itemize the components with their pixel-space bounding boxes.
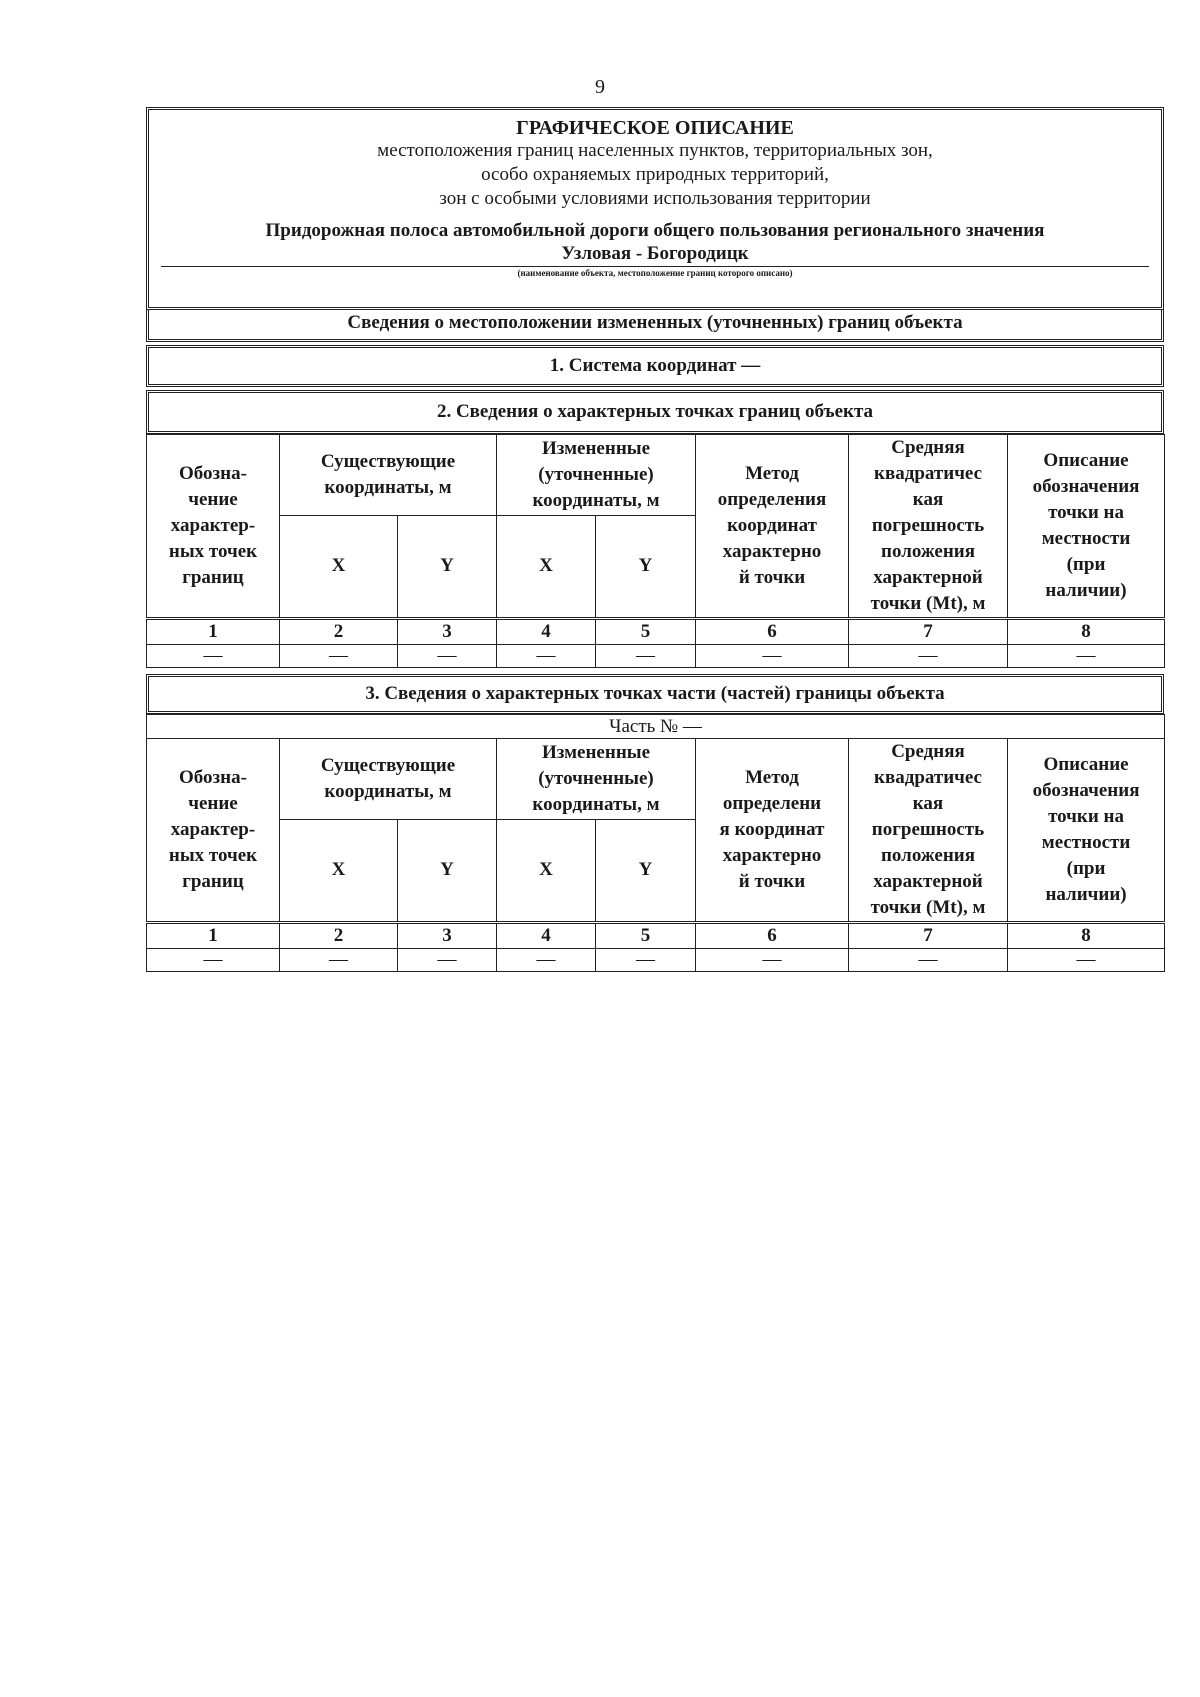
section1-title: 1. Система координат — [146, 345, 1164, 387]
column-number: 4 [497, 619, 596, 645]
column-number: 1 [147, 619, 280, 645]
table-section3 [146, 714, 1165, 972]
header-changed-coords: Измененные (уточненные) координаты, м [497, 739, 696, 820]
document-title: ГРАФИЧЕСКОЕ ОПИСАНИЕ [516, 117, 794, 139]
column-number: 2 [280, 923, 398, 949]
table-cell: — [280, 645, 398, 668]
header-y-changed: Y [596, 819, 696, 922]
column-number: 3 [398, 619, 497, 645]
table-row [147, 949, 1165, 972]
table-cell: — [849, 949, 1008, 972]
column-numbers-row [147, 923, 1165, 949]
document-form [146, 107, 1164, 972]
object-caption: (наименование объекта, местоположение границ которого описано) [517, 268, 793, 278]
object-name-line-1: Придорожная полоса автомобильной дороги общего пользования регионального значения [265, 220, 1045, 241]
table-cell: — [280, 949, 398, 972]
table-cell: — [398, 949, 497, 972]
header-description: Описание обозначения точки на местности (при наличии) [1008, 739, 1165, 923]
subtitle-line-2: особо охраняемых природных территорий, [481, 164, 829, 185]
column-number: 7 [849, 619, 1008, 645]
header-mean-error: Средняя квадратичес кая погрешность положения характерной точки (Mt), м [849, 739, 1008, 923]
header-existing-coords: Существующие координаты, м [280, 739, 497, 820]
column-number: 4 [497, 923, 596, 949]
table-cell: — [497, 949, 596, 972]
header-changed-coords: Измененные (уточненные) координаты, м [497, 435, 696, 516]
header-y-existing: Y [398, 819, 497, 922]
header-y-existing: Y [398, 515, 497, 618]
table-cell: — [497, 645, 596, 668]
table-cell: — [147, 645, 280, 668]
table-cell: — [147, 949, 280, 972]
header-x-existing: X [280, 515, 398, 618]
table-cell: — [398, 645, 497, 668]
column-number: 5 [596, 923, 696, 949]
column-number: 1 [147, 923, 280, 949]
subtitle-line-1: местоположения границ населенных пунктов, территориальных зон, [377, 140, 933, 161]
column-number: 3 [398, 923, 497, 949]
page-number: 9 [595, 76, 605, 98]
header-existing-coords: Существующие координаты, м [280, 435, 497, 516]
section3-title: 3. Сведения о характерных точках части (частей) границы объекта [146, 674, 1164, 714]
column-numbers-row [147, 619, 1165, 645]
header-description: Описание обозначения точки на местности (при наличии) [1008, 435, 1165, 619]
column-number: 8 [1008, 619, 1165, 645]
header-y-changed: Y [596, 515, 696, 618]
info-title: Сведения о местоположении измененных (уточненных) границ объекта [146, 310, 1164, 342]
column-number: 2 [280, 619, 398, 645]
table-cell: — [696, 949, 849, 972]
column-number: 7 [849, 923, 1008, 949]
table-cell: — [849, 645, 1008, 668]
table-cell: — [596, 645, 696, 668]
header-method: Метод определения координат характерно й точки [696, 435, 849, 619]
table-row [147, 645, 1165, 668]
column-number: 6 [696, 619, 849, 645]
table-cell: — [1008, 645, 1165, 668]
part-number: Часть № — [147, 715, 1165, 739]
section2-title: 2. Сведения о характерных точках границ объекта [146, 390, 1164, 434]
column-number: 5 [596, 619, 696, 645]
header-point-designation: Обозна- чение характер- ных точек границ [147, 435, 280, 619]
table-cell: — [1008, 949, 1165, 972]
header-block [146, 107, 1164, 310]
table-cell: — [696, 645, 849, 668]
header-method: Метод определени я координат характерно й точки [696, 739, 849, 923]
header-point-designation: Обозна- чение характер- ных точек границ [147, 739, 280, 923]
header-x-changed: X [497, 819, 596, 922]
table-cell: — [596, 949, 696, 972]
header-x-existing: X [280, 819, 398, 922]
column-number: 6 [696, 923, 849, 949]
object-name-line-2: Узловая - Богородицк [561, 243, 749, 264]
table-section2 [146, 434, 1165, 668]
header-mean-error: Средняя квадратичес кая погрешность положения характерной точки (Mt), м [849, 435, 1008, 619]
subtitle-line-3: зон с особыми условиями использования территории [439, 188, 871, 209]
column-number: 8 [1008, 923, 1165, 949]
header-x-changed: X [497, 515, 596, 618]
